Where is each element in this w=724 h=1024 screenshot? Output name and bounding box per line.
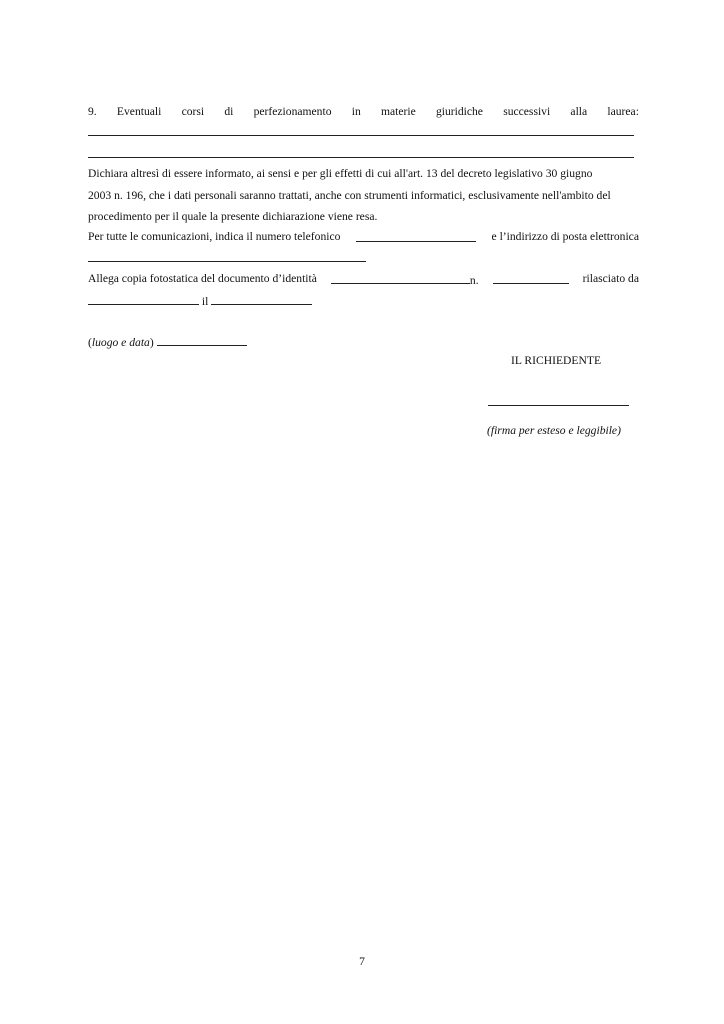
item-9-word: di (224, 105, 234, 118)
issue-date-field[interactable] (211, 293, 312, 305)
privacy-line-2: 2003 n. 196, che i dati personali saranno trattati, anche con strumenti informatici, esclusivamente nell'ambito del (88, 189, 611, 202)
issue-date-label: il (201, 295, 209, 308)
item-9-word: alla (570, 105, 588, 118)
signature-caption-text: (firma per esteso e leggibile) (487, 424, 621, 437)
item-9-word: perfezionamento (253, 105, 332, 118)
place-date-open: ( (88, 336, 92, 349)
issued-by-label: rilasciato da (582, 272, 639, 285)
item-9-word: 9. (88, 105, 97, 118)
email-address-field[interactable] (88, 261, 366, 262)
privacy-line-1: Dichiara altresì di essere informato, ai sensi e per gli effetti di cui all'art. 13 del decreto legislativo 30 giugno (88, 167, 593, 180)
place-date-field[interactable] (157, 334, 247, 346)
signature-caption (487, 424, 621, 438)
item-9-word: in (351, 105, 361, 118)
issued-by-line (88, 293, 639, 309)
item-9-word: corsi (181, 105, 205, 118)
item-9-word: successivi (503, 105, 551, 118)
id-document-label: Allega copia fotostatica del documento d’identità (88, 272, 317, 285)
page-number: 7 (359, 955, 365, 968)
contacts-line (88, 230, 639, 244)
phone-number-field[interactable] (356, 230, 476, 242)
id-document-line (88, 272, 639, 288)
item-9-word: Eventuali (116, 105, 162, 118)
id-document-type-field[interactable] (331, 272, 470, 284)
id-number-field[interactable] (493, 272, 569, 284)
email-label: e l’indirizzo di posta elettronica (491, 230, 639, 243)
id-number-label: n. (469, 274, 479, 287)
id-document-type-group (331, 272, 479, 288)
courses-answer-line-1[interactable] (88, 135, 634, 136)
place-date-close: ) (149, 336, 154, 349)
signature-field[interactable] (488, 405, 629, 406)
item-9-word: laurea: (607, 105, 639, 118)
item-9-heading (88, 105, 639, 119)
place-date-label: luogo e data (91, 336, 150, 349)
item-9-word: giuridiche (435, 105, 483, 118)
phone-label: Per tutte le comunicazioni, indica il numero telefonico (88, 230, 341, 243)
applicant-title: IL RICHIEDENTE (511, 354, 602, 367)
courses-answer-line-2[interactable] (88, 157, 634, 158)
privacy-line-3: procedimento per il quale la presente dichiarazione viene resa. (88, 210, 378, 223)
place-date-line (88, 334, 639, 350)
issued-by-field[interactable] (88, 293, 199, 305)
item-9-word: materie (380, 105, 416, 118)
